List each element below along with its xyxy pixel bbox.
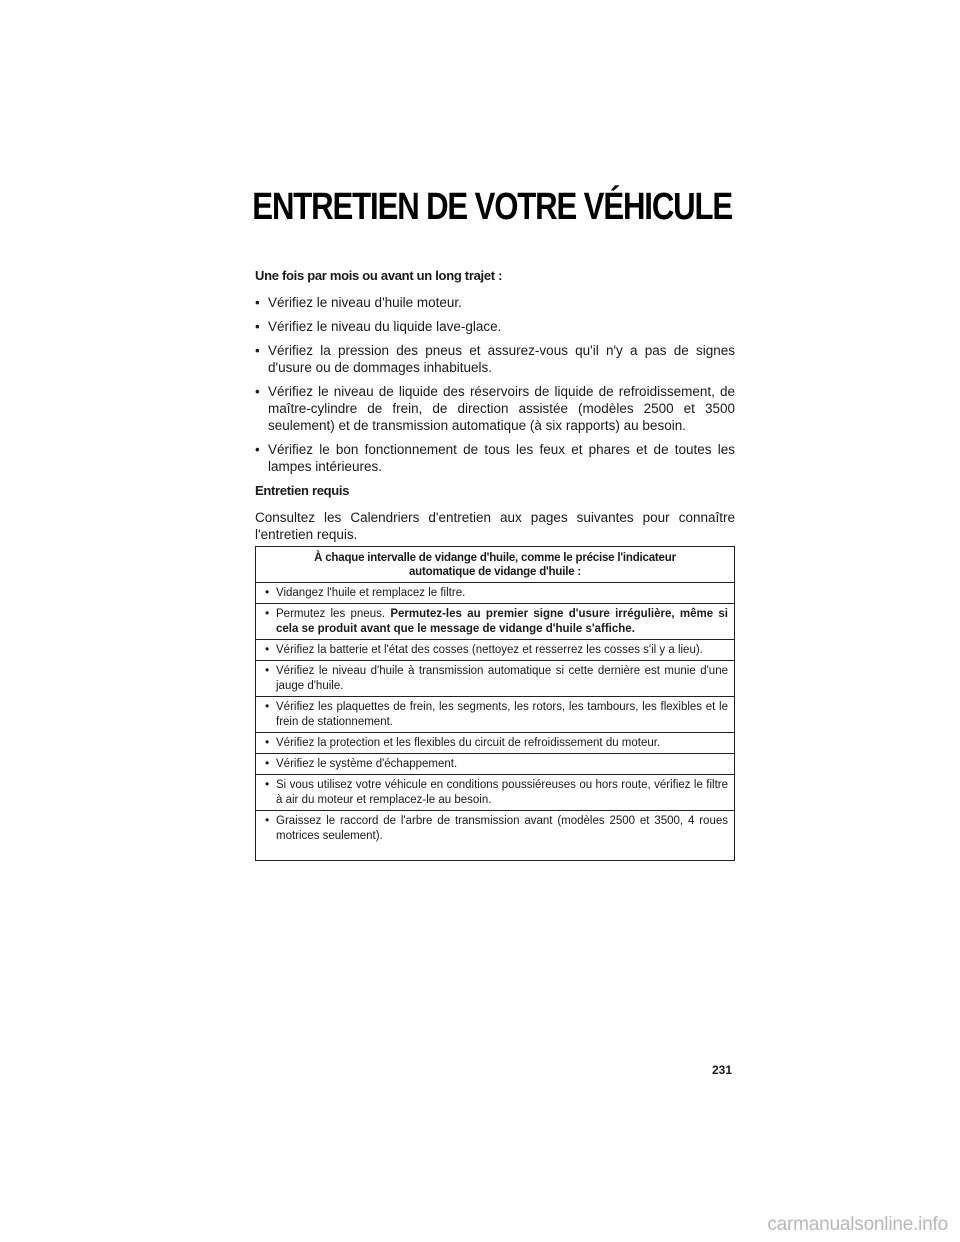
bullet-icon: • xyxy=(265,663,270,677)
bullet-icon: • xyxy=(265,699,270,713)
bullet-icon: • xyxy=(255,295,260,310)
table-header: À chaque intervalle de vidange d'huile, comme le précise l'indicateur automatique de vidange d'huile : xyxy=(256,547,735,583)
list-item: • Vérifiez le niveau du liquide lave-glace. xyxy=(255,319,502,334)
table-row: • Vérifiez la protection et les flexibles du circuit de refroidissement du moteur. xyxy=(256,733,735,754)
list-item: • Vérifiez le niveau de liquide des réservoirs de liquide de refroidissement, de maître-cylindre de frein, de direction assistée (modèles 2500 et 3500 seulement) et de transmission automatique (à six rapports) au besoin. xyxy=(255,384,735,433)
bullet-icon: • xyxy=(255,442,260,457)
table-row: • Vérifiez la batterie et l'état des cosses (nettoyez et resserrez les cosses s'il y a lieu). xyxy=(256,640,735,661)
table-row: • Vérifiez le niveau d'huile à transmission automatique si cette dernière est munie d'une jauge d'huile. xyxy=(256,661,735,697)
table-row: • Vérifiez les plaquettes de frein, les segments, les rotors, les tambours, les flexibles et le frein de stationnement. xyxy=(256,697,735,733)
table-row: • Permutez les pneus. Permutez-les au premier signe d'usure irrégulière, même si cela se produit avant que le message de vidange d'huile s'affiche. xyxy=(256,604,735,640)
page-content xyxy=(255,268,735,861)
bullet-icon: • xyxy=(265,606,270,620)
bullet-icon: • xyxy=(265,735,270,749)
table-row: • Vidangez l'huile et remplacez le filtre. xyxy=(256,583,735,604)
bullet-icon: • xyxy=(265,642,270,656)
bullet-icon: • xyxy=(265,756,270,770)
list-item: • Vérifiez le niveau d'huile moteur. xyxy=(255,295,462,310)
required-heading: Entretien requis xyxy=(255,483,350,498)
table-row: • Si vous utilisez votre véhicule en conditions poussiéreuses ou hors route, vérifiez le filtre à air du moteur et remplacez-le au besoin. xyxy=(256,775,735,811)
bullet-icon: • xyxy=(255,384,260,399)
bullet-icon: • xyxy=(255,343,260,358)
maintenance-table xyxy=(255,546,735,861)
table-row: • Vérifiez le système d'échappement. xyxy=(256,754,735,775)
list-item: • Vérifiez le bon fonctionnement de tous les feux et phares et de toutes les lampes intérieures. xyxy=(255,442,735,474)
monthly-heading: Une fois par mois ou avant un long trajet : xyxy=(255,268,503,283)
watermark: carmanualsonline.info xyxy=(767,1214,948,1235)
bullet-icon: • xyxy=(265,813,270,827)
list-item: • Vérifiez la pression des pneus et assurez-vous qu'il n'y a pas de signes d'usure ou de dommages inhabituels. xyxy=(255,343,735,375)
bullet-icon: • xyxy=(265,585,270,599)
bullet-icon: • xyxy=(255,319,260,334)
page-number: 231 xyxy=(711,1063,732,1077)
required-text: Consultez les Calendriers d'entretien aux pages suivantes pour connaître l'entretien requis. xyxy=(255,510,735,542)
page-title: ENTRETIEN DE VOTRE VÉHICULE xyxy=(252,186,732,228)
bullet-icon: • xyxy=(265,777,270,791)
monthly-list xyxy=(255,294,735,475)
table-row: • Graissez le raccord de l'arbre de transmission avant (modèles 2500 et 3500, 4 roues motrices seulement). xyxy=(265,813,728,842)
